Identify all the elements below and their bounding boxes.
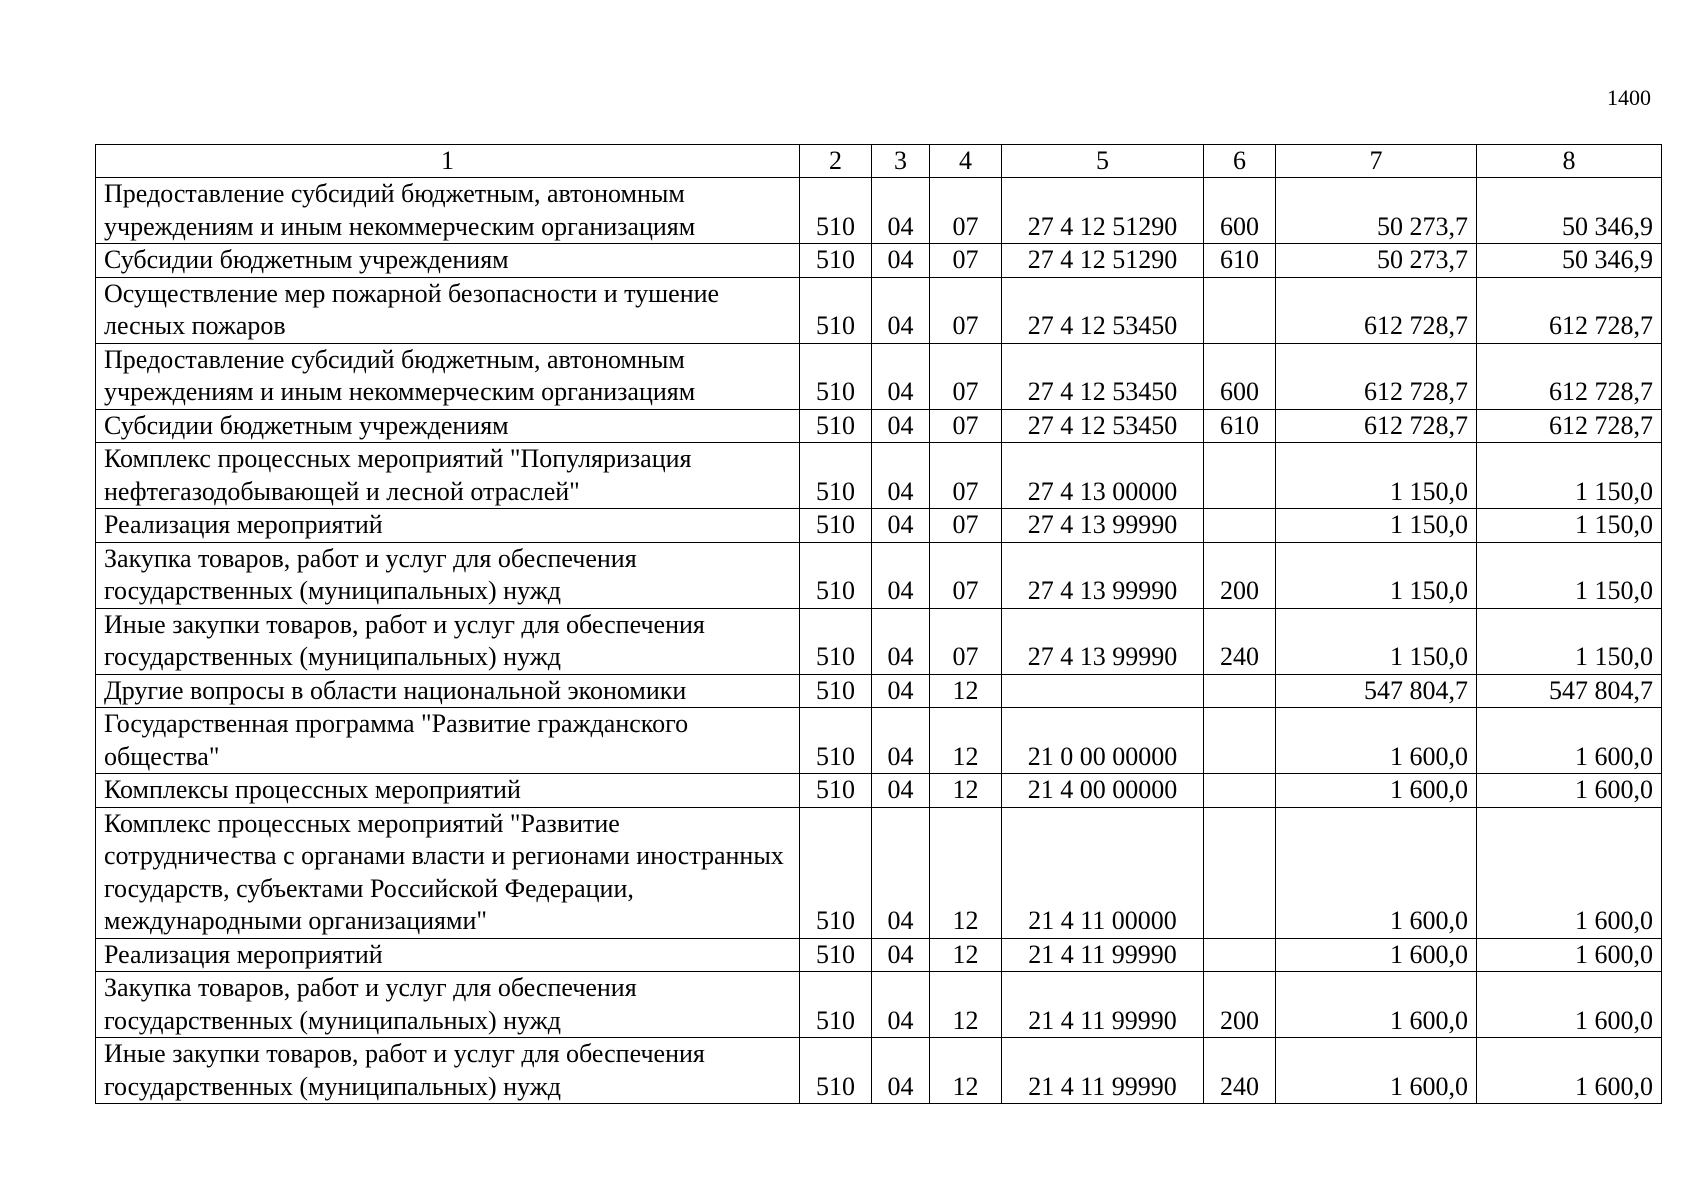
row-name: Реализация мероприятий (96, 509, 800, 543)
table-row (96, 343, 1662, 409)
row-section: 04 (872, 972, 930, 1038)
row-section: 04 (872, 674, 930, 708)
row-expense-type (1204, 807, 1276, 938)
row-target-code: 27 4 13 99990 (1002, 509, 1204, 543)
row-name: Осуществление мер пожарной безопасности и тушение лесных пожаров (96, 277, 800, 343)
row-subsection: 07 (930, 409, 1002, 443)
row-amount-col7: 612 728,7 (1276, 277, 1477, 343)
table-row (96, 807, 1662, 938)
row-target-code: 27 4 12 53450 (1002, 277, 1204, 343)
row-section: 04 (872, 343, 930, 409)
row-section: 04 (872, 277, 930, 343)
row-target-code: 21 4 11 99990 (1002, 1038, 1204, 1104)
row-amount-col8: 547 804,7 (1477, 674, 1662, 708)
table-row (96, 244, 1662, 278)
row-subsection: 12 (930, 938, 1002, 972)
column-header: 5 (1002, 145, 1204, 178)
row-subsection: 12 (930, 774, 1002, 808)
row-expense-type (1204, 708, 1276, 774)
row-gov-code: 510 (800, 542, 872, 608)
row-name: Субсидии бюджетным учреждениям (96, 244, 800, 278)
row-section: 04 (872, 608, 930, 674)
row-name: Предоставление субсидий бюджетным, автономным учреждениям и иным некоммерческим организациям (96, 343, 800, 409)
row-amount-col8: 1 600,0 (1477, 938, 1662, 972)
page-number: 1400 (1607, 85, 1651, 110)
row-amount-col7: 1 150,0 (1276, 443, 1477, 509)
row-amount-col7: 1 600,0 (1276, 807, 1477, 938)
table-row (96, 674, 1662, 708)
row-amount-col7: 1 150,0 (1276, 509, 1477, 543)
row-amount-col7: 50 273,7 (1276, 178, 1477, 244)
header-row (96, 145, 1662, 178)
row-amount-col7: 1 600,0 (1276, 972, 1477, 1038)
row-section: 04 (872, 774, 930, 808)
table-body (96, 178, 1662, 1104)
row-target-code: 21 4 00 00000 (1002, 774, 1204, 808)
row-amount-col8: 50 346,9 (1477, 244, 1662, 278)
row-amount-col7: 1 150,0 (1276, 608, 1477, 674)
row-name: Субсидии бюджетным учреждениям (96, 409, 800, 443)
row-name: Иные закупки товаров, работ и услуг для обеспечения государственных (муниципальных) нужд (96, 608, 800, 674)
row-section: 04 (872, 1038, 930, 1104)
row-name: Закупка товаров, работ и услуг для обеспечения государственных (муниципальных) нужд (96, 542, 800, 608)
row-amount-col8: 1 600,0 (1477, 774, 1662, 808)
row-target-code: 21 0 00 00000 (1002, 708, 1204, 774)
row-gov-code: 510 (800, 409, 872, 443)
row-target-code: 27 4 13 00000 (1002, 443, 1204, 509)
row-target-code: 27 4 12 53450 (1002, 409, 1204, 443)
row-gov-code: 510 (800, 674, 872, 708)
row-subsection: 07 (930, 277, 1002, 343)
row-subsection: 07 (930, 608, 1002, 674)
row-target-code (1002, 674, 1204, 708)
row-name: Реализация мероприятий (96, 938, 800, 972)
row-expense-type (1204, 774, 1276, 808)
row-subsection: 12 (930, 708, 1002, 774)
row-subsection: 07 (930, 343, 1002, 409)
table-row (96, 708, 1662, 774)
row-section: 04 (872, 244, 930, 278)
row-name: Комплексы процессных мероприятий (96, 774, 800, 808)
column-header: 4 (930, 145, 1002, 178)
row-amount-col8: 1 600,0 (1477, 708, 1662, 774)
row-target-code: 27 4 13 99990 (1002, 608, 1204, 674)
row-expense-type (1204, 509, 1276, 543)
row-gov-code: 510 (800, 343, 872, 409)
row-amount-col8: 1 150,0 (1477, 608, 1662, 674)
row-expense-type (1204, 938, 1276, 972)
row-amount-col8: 50 346,9 (1477, 178, 1662, 244)
row-name: Закупка товаров, работ и услуг для обеспечения государственных (муниципальных) нужд (96, 972, 800, 1038)
row-expense-type: 200 (1204, 542, 1276, 608)
row-gov-code: 510 (800, 178, 872, 244)
row-amount-col7: 1 600,0 (1276, 1038, 1477, 1104)
row-expense-type: 610 (1204, 244, 1276, 278)
row-gov-code: 510 (800, 244, 872, 278)
table-row (96, 608, 1662, 674)
row-target-code: 27 4 13 99990 (1002, 542, 1204, 608)
row-amount-col7: 612 728,7 (1276, 343, 1477, 409)
column-header: 8 (1477, 145, 1662, 178)
row-gov-code: 510 (800, 708, 872, 774)
row-gov-code: 510 (800, 774, 872, 808)
row-amount-col8: 612 728,7 (1477, 277, 1662, 343)
column-header: 7 (1276, 145, 1477, 178)
row-amount-col8: 1 150,0 (1477, 509, 1662, 543)
row-amount-col7: 1 600,0 (1276, 774, 1477, 808)
row-amount-col7: 1 600,0 (1276, 708, 1477, 774)
row-gov-code: 510 (800, 509, 872, 543)
table-row (96, 509, 1662, 543)
row-subsection: 07 (930, 443, 1002, 509)
row-amount-col7: 547 804,7 (1276, 674, 1477, 708)
row-name: Государственная программа "Развитие гражданского общества" (96, 708, 800, 774)
row-amount-col8: 1 600,0 (1477, 1038, 1662, 1104)
row-subsection: 12 (930, 1038, 1002, 1104)
row-name: Предоставление субсидий бюджетным, автономным учреждениям и иным некоммерческим организациям (96, 178, 800, 244)
row-subsection: 07 (930, 178, 1002, 244)
row-subsection: 12 (930, 674, 1002, 708)
row-amount-col8: 1 600,0 (1477, 972, 1662, 1038)
row-amount-col8: 1 150,0 (1477, 443, 1662, 509)
row-section: 04 (872, 938, 930, 972)
row-subsection: 07 (930, 509, 1002, 543)
column-header: 1 (96, 145, 800, 178)
row-gov-code: 510 (800, 277, 872, 343)
row-gov-code: 510 (800, 807, 872, 938)
column-header: 6 (1204, 145, 1276, 178)
row-gov-code: 510 (800, 972, 872, 1038)
row-target-code: 27 4 12 51290 (1002, 178, 1204, 244)
row-amount-col8: 1 150,0 (1477, 542, 1662, 608)
row-amount-col7: 1 150,0 (1276, 542, 1477, 608)
row-section: 04 (872, 409, 930, 443)
row-section: 04 (872, 542, 930, 608)
table-row (96, 409, 1662, 443)
row-gov-code: 510 (800, 938, 872, 972)
row-gov-code: 510 (800, 608, 872, 674)
row-section: 04 (872, 443, 930, 509)
budget-table (95, 144, 1662, 1104)
row-amount-col7: 612 728,7 (1276, 409, 1477, 443)
row-subsection: 12 (930, 807, 1002, 938)
row-name: Комплекс процессных мероприятий "Популяризация нефтегазодобывающей и лесной отраслей" (96, 443, 800, 509)
row-target-code: 27 4 12 51290 (1002, 244, 1204, 278)
row-expense-type: 610 (1204, 409, 1276, 443)
row-subsection: 07 (930, 244, 1002, 278)
row-expense-type: 600 (1204, 343, 1276, 409)
row-expense-type: 240 (1204, 1038, 1276, 1104)
row-target-code: 27 4 12 53450 (1002, 343, 1204, 409)
row-gov-code: 510 (800, 1038, 872, 1104)
table-row (96, 1038, 1662, 1104)
row-section: 04 (872, 509, 930, 543)
table-row (96, 277, 1662, 343)
row-expense-type (1204, 443, 1276, 509)
row-subsection: 07 (930, 542, 1002, 608)
table-row (96, 542, 1662, 608)
row-amount-col7: 50 273,7 (1276, 244, 1477, 278)
table-row (96, 972, 1662, 1038)
row-name: Другие вопросы в области национальной экономики (96, 674, 800, 708)
column-header: 3 (872, 145, 930, 178)
row-gov-code: 510 (800, 443, 872, 509)
row-amount-col8: 612 728,7 (1477, 343, 1662, 409)
row-expense-type: 240 (1204, 608, 1276, 674)
row-name: Комплекс процессных мероприятий "Развитие сотрудничества с органами власти и регионами иностранных государств, субъектами Российской Федерации, международными организациями" (96, 807, 800, 938)
table-row (96, 443, 1662, 509)
row-target-code: 21 4 11 99990 (1002, 972, 1204, 1038)
row-target-code: 21 4 11 99990 (1002, 938, 1204, 972)
row-amount-col8: 1 600,0 (1477, 807, 1662, 938)
row-expense-type (1204, 277, 1276, 343)
table-row (96, 938, 1662, 972)
table-row (96, 774, 1662, 808)
row-section: 04 (872, 807, 930, 938)
column-header: 2 (800, 145, 872, 178)
row-expense-type: 600 (1204, 178, 1276, 244)
row-section: 04 (872, 708, 930, 774)
row-amount-col7: 1 600,0 (1276, 938, 1477, 972)
row-expense-type (1204, 674, 1276, 708)
row-section: 04 (872, 178, 930, 244)
row-subsection: 12 (930, 972, 1002, 1038)
row-target-code: 21 4 11 00000 (1002, 807, 1204, 938)
row-expense-type: 200 (1204, 972, 1276, 1038)
row-name: Иные закупки товаров, работ и услуг для обеспечения государственных (муниципальных) нужд (96, 1038, 800, 1104)
row-amount-col8: 612 728,7 (1477, 409, 1662, 443)
table-row (96, 178, 1662, 244)
